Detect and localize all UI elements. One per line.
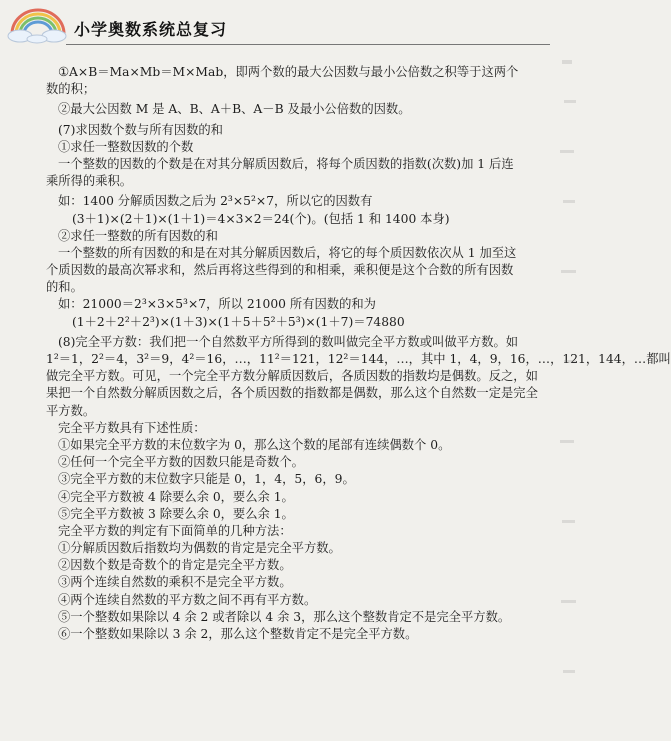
text-line: 一个整数的所有因数的和是在对其分解质因数后，将它的每个质因数依次从 1 加至这	[58, 245, 517, 260]
text-line: ④完全平方数被 4 除要么余 0，要么余 1。	[58, 489, 294, 504]
text-line: (3＋1)×(2＋1)×(1＋1)＝4×3×2＝24(个)。(包括 1 和 1400 本身)	[72, 211, 450, 226]
text-line: ③两个连续自然数的乘积不是完全平方数。	[58, 575, 292, 590]
text-line: 一个整数的因数的个数是在对其分解质因数后，将每个质因数的指数(次数)加 1 后连	[58, 156, 514, 171]
text-line: ②因数个数是奇数个的肯定是完全平方数。	[58, 558, 292, 573]
page-header	[0, 0, 580, 50]
text-line: 的和。	[46, 280, 83, 295]
text-line: 数的积；	[46, 82, 96, 97]
text-line: ②求任一整数的所有因数的和	[58, 228, 218, 243]
text-line: ②最大公因数 M 是 A、B、A＋B、A－B 及最小公倍数的因数。	[58, 102, 411, 117]
text-line: ①如果完全平方数的末位数字为 0，那么这个数的尾部有连续偶数个 0。	[58, 437, 451, 452]
text-line: ①A×B＝Ma×Mb＝M×Mab，即两个数的最大公因数与最小公倍数之积等于这两个	[58, 65, 519, 79]
text-line: ②任何一个完全平方数的因数只能是奇数个。	[58, 455, 304, 470]
body-text	[46, 64, 671, 643]
text-line: 平方数。	[46, 403, 96, 418]
text-line: ⑤一个整数如果除以 4 余 2 或者除以 4 余 3，那么这个整数肯定不是完全平方数。	[58, 609, 511, 624]
text-line: 如：1400 分解质因数之后为 2³×5²×7，所以它的因数有	[58, 194, 373, 209]
text-line: ④两个连续自然数的平方数之间不再有平方数。	[58, 592, 317, 607]
text-line: 如：21000＝2³×3×5³×7，所以 21000 所有因数的和为	[58, 297, 376, 312]
text-line: 完全平方数具有下述性质：	[58, 420, 206, 435]
text-line: (1＋2＋2²＋2³)×(1＋3)×(1＋5＋5²＋5³)×(1＋7)＝74880	[72, 314, 405, 329]
text-line: 乘所得的乘积。	[46, 174, 133, 189]
show-through-texture	[558, 60, 580, 700]
text-line: 1²＝1，2²＝4，3²＝9，4²＝16，…，11²＝121，12²＝144，…，其中 1，4，9，16，…，121，144，…都叫	[46, 352, 671, 366]
text-line: ①求任一整数因数的个数	[58, 139, 194, 154]
header-divider	[66, 44, 550, 45]
page-title: 小学奥数系统总复习	[74, 20, 228, 39]
text-line: ⑤完全平方数被 3 除要么余 0，要么余 1。	[58, 506, 294, 521]
text-line: ⑥一个整数如果除以 3 余 2，那么这个整数肯定不是完全平方数。	[58, 627, 418, 641]
text-line: (8)完全平方数：我们把一个自然数平方所得到的数叫做完全平方数或叫做平方数。如	[58, 334, 519, 349]
text-line: ③完全平方数的末位数字只能是 0，1，4，5，6，9。	[58, 472, 355, 487]
text-line: ①分解质因数后指数均为偶数的肯定是完全平方数。	[58, 541, 341, 556]
text-line: 果把一个自然数分解质因数之后，各个质因数的指数都是偶数，那么这个自然数一定是完全	[46, 386, 538, 401]
rainbow-cloud-logo	[6, 4, 68, 44]
text-line: (7)求因数个数与所有因数的和	[58, 122, 223, 137]
text-line: 个质因数的最高次幂求和，然后再将这些得到的和相乘，乘积便是这个合数的所有因数	[46, 263, 514, 278]
text-line: 完全平方数的判定有下面简单的几种方法：	[58, 523, 292, 538]
text-line: 做完全平方数。可见，一个完全平方数分解质因数后，各质因数的指数均是偶数。反之，如	[46, 369, 538, 384]
